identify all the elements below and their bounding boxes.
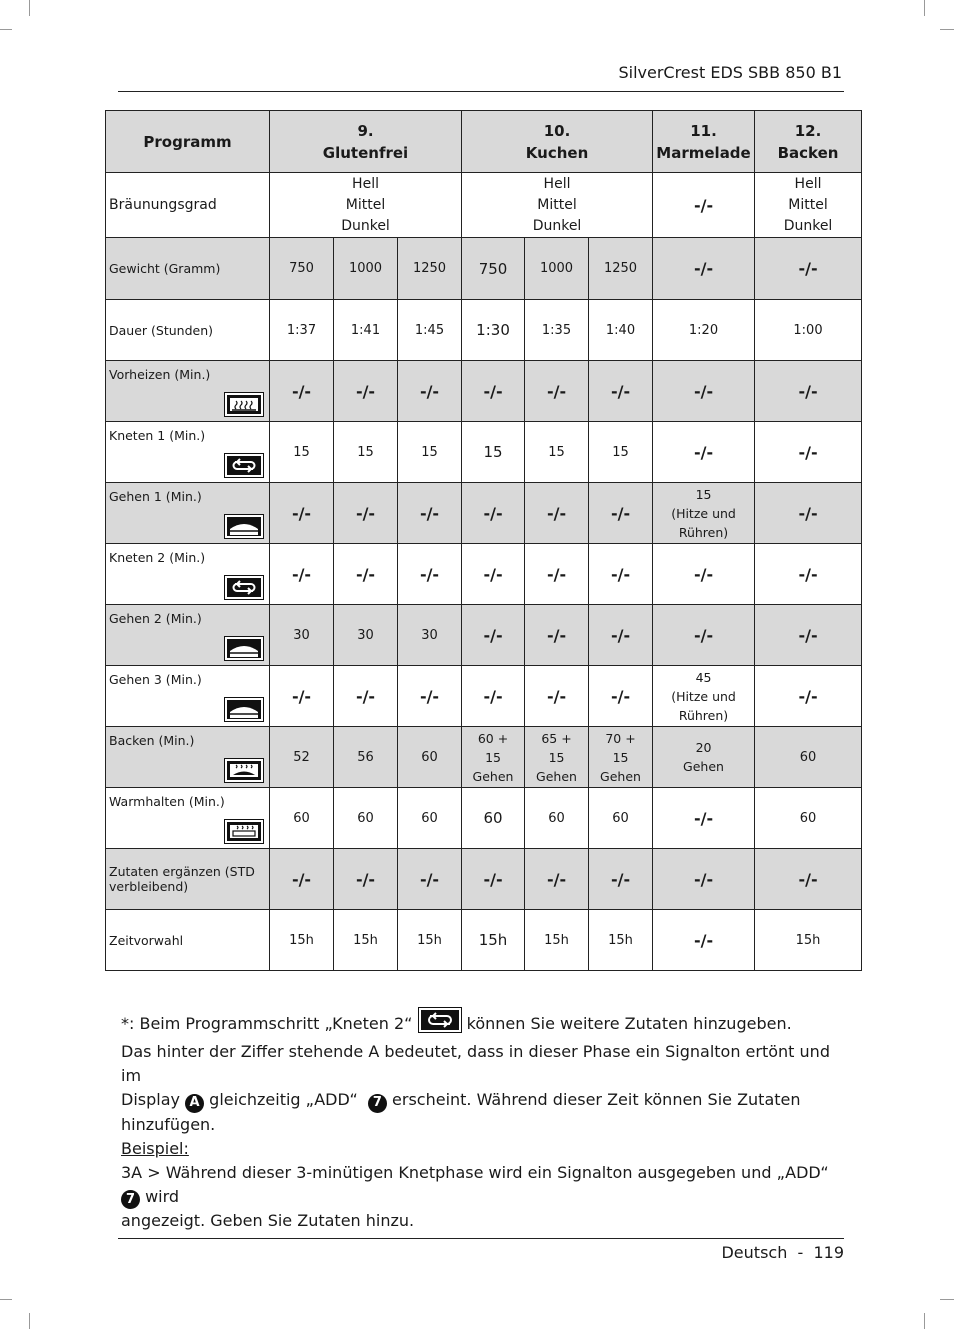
table-cell: 60 (755, 727, 862, 788)
table-cell: 1:37 (270, 300, 334, 361)
table-cell: -/- (525, 605, 589, 666)
table-cell: -/- (270, 666, 334, 727)
table-cell: 1:40 (589, 300, 653, 361)
footnote-text: Display (121, 1090, 180, 1109)
footnote-line: angezeigt. Geben Sie Zutaten hinzu. (121, 1211, 415, 1230)
browning-dark: Dunkel (532, 217, 582, 234)
row-label (106, 605, 270, 666)
page-header-title: SilverCrest EDS SBB 850 B1 (618, 63, 842, 82)
row-label (106, 544, 270, 605)
cell-line: Gehen (472, 768, 514, 784)
cell-line: 65 + (541, 730, 572, 746)
browning-medium: Mittel (537, 196, 577, 213)
cell-line: 15 (548, 749, 565, 765)
table-row (106, 727, 862, 788)
table-cell (525, 727, 589, 788)
row-label-text: Gehen 3 (Min.) (109, 672, 202, 687)
program-number: 11. (690, 121, 717, 140)
table-cell: -/- (589, 666, 653, 727)
browning-dark: Dunkel (783, 217, 833, 234)
header-programm: Programm (106, 111, 270, 173)
browning-options-10 (462, 173, 653, 238)
row-label (106, 666, 270, 727)
row-label-text: Gehen 2 (Min.) (109, 611, 202, 626)
table-cell: 1000 (525, 238, 589, 300)
table-cell: 15h (334, 910, 398, 971)
table-row (106, 483, 862, 544)
table-cell: -/- (462, 483, 525, 544)
table-cell: -/- (334, 849, 398, 910)
table-cell: -/- (589, 361, 653, 422)
table-row (106, 300, 862, 361)
row-label (106, 849, 270, 910)
program-number: 9. (357, 121, 374, 140)
rise-icon (224, 514, 264, 539)
cell-line: 70 + (605, 730, 636, 746)
row-label (106, 910, 270, 971)
row-label (106, 361, 270, 422)
table-cell: 1:30 (462, 300, 525, 361)
table-cell: 15h (398, 910, 462, 971)
row-label (106, 788, 270, 849)
table-row (106, 361, 862, 422)
header-program-12 (755, 111, 862, 173)
table-row (106, 238, 862, 300)
table-cell: 1:00 (755, 300, 862, 361)
table-row (106, 544, 862, 605)
footnote-line (121, 1161, 851, 1210)
table-cell: 60 (334, 788, 398, 849)
crop-mark (29, 1313, 30, 1329)
table-cell: -/- (755, 849, 862, 910)
program-number: 12. (794, 121, 822, 140)
row-label (106, 238, 270, 300)
program-table (105, 110, 862, 971)
browning-options-11: -/- (653, 173, 755, 238)
table-cell: 1:35 (525, 300, 589, 361)
row-label-text: Kneten 2 (Min.) (109, 550, 206, 565)
table-cell (589, 727, 653, 788)
table-cell: -/- (653, 544, 755, 605)
knead-icon (224, 453, 264, 478)
cell-line: 15 (612, 749, 629, 765)
table-cell: 15h (525, 910, 589, 971)
table-cell: 30 (334, 605, 398, 666)
table-cell: -/- (755, 544, 862, 605)
table-cell: -/- (589, 544, 653, 605)
table-cell (653, 727, 755, 788)
table-cell: -/- (462, 605, 525, 666)
table-cell: -/- (462, 361, 525, 422)
row-label (106, 300, 270, 361)
cell-line: Rühren) (678, 524, 729, 540)
table-cell: 15 (462, 422, 525, 483)
row-label-text: Gehen 1 (Min.) (109, 489, 202, 504)
table-cell: -/- (589, 605, 653, 666)
row-label-text: Gewicht (Gramm) (109, 261, 221, 276)
table-cell: 15h (462, 910, 525, 971)
cell-line: 60 + (477, 730, 509, 746)
footnote-text: können Sie weitere Zutaten hinzugeben. (466, 1014, 792, 1033)
table-cell: -/- (653, 238, 755, 300)
table-cell: -/- (270, 361, 334, 422)
table-cell: 60 (589, 788, 653, 849)
table-cell: 1:45 (398, 300, 462, 361)
footnote-text: *: Beim Programmschritt „Kneten 2“ (121, 1014, 413, 1033)
header-program-11 (653, 111, 755, 173)
row-label (106, 727, 270, 788)
program-name: Glutenfrei (322, 143, 409, 162)
table-cell: -/- (398, 483, 462, 544)
browning-medium: Mittel (788, 196, 828, 213)
table-cell: -/- (525, 849, 589, 910)
table-cell: -/- (270, 849, 334, 910)
header-program-9 (270, 111, 462, 173)
row-label-text: Zutaten ergänzen (STD verbleibend) (109, 864, 255, 894)
display-badge-a: A (185, 1094, 204, 1113)
crop-mark (940, 1299, 954, 1300)
table-row-braunung (106, 173, 862, 238)
table-header-row (106, 111, 862, 173)
table-cell: 60 (398, 788, 462, 849)
table-cell: -/- (653, 605, 755, 666)
table-cell: 60 (525, 788, 589, 849)
browning-light: Hell (794, 175, 822, 192)
table-cell: 52 (270, 727, 334, 788)
table-cell: -/- (270, 483, 334, 544)
table-cell: 15 (270, 422, 334, 483)
browning-medium: Mittel (345, 196, 386, 213)
table-cell: -/- (334, 361, 398, 422)
header-rule (118, 91, 844, 92)
table-cell: -/- (525, 544, 589, 605)
table-cell: -/- (462, 666, 525, 727)
table-row (106, 422, 862, 483)
table-cell: -/- (462, 544, 525, 605)
browning-options-12 (755, 173, 862, 238)
table-cell: 15 (589, 422, 653, 483)
footnote (121, 1007, 851, 1233)
table-cell (462, 727, 525, 788)
table-cell: -/- (653, 910, 755, 971)
table-row (106, 910, 862, 971)
cell-line: Gehen (683, 759, 724, 774)
table-cell (653, 666, 755, 727)
program-name: Marmelade (656, 143, 751, 162)
row-label (106, 422, 270, 483)
cell-line: Gehen (600, 768, 641, 784)
table-cell (653, 483, 755, 544)
footnote-line (121, 1088, 851, 1137)
table-cell: -/- (525, 483, 589, 544)
table-row (106, 849, 862, 910)
crop-mark (924, 1313, 925, 1329)
table-cell: -/- (755, 666, 862, 727)
knead-icon (224, 575, 264, 600)
program-name: Backen (777, 143, 839, 162)
row-label-text: Dauer (Stunden) (109, 322, 213, 338)
table-cell: -/- (462, 849, 525, 910)
row-label-text: Backen (Min.) (109, 733, 195, 748)
program-number: 10. (543, 121, 571, 140)
cell-line: 15 (695, 486, 712, 502)
table-cell: 60 (398, 727, 462, 788)
browning-light: Hell (352, 175, 379, 192)
table-cell: -/- (653, 422, 755, 483)
table-cell: -/- (525, 361, 589, 422)
program-name: Kuchen (525, 143, 589, 162)
table-cell: 1:20 (653, 300, 755, 361)
table-cell: -/- (653, 788, 755, 849)
browning-options-9 (270, 173, 462, 238)
table-cell: -/- (755, 483, 862, 544)
table-cell: 30 (398, 605, 462, 666)
table-cell: 56 (334, 727, 398, 788)
add-badge-7: 7 (368, 1094, 387, 1113)
table-cell: -/- (589, 483, 653, 544)
page-footer: Deutsch - 119 (721, 1243, 844, 1262)
crop-mark (29, 0, 30, 16)
knead-icon (418, 1007, 462, 1040)
crop-mark (924, 0, 925, 16)
table-cell: -/- (398, 666, 462, 727)
table-row (106, 788, 862, 849)
table-cell: -/- (334, 483, 398, 544)
table-cell: -/- (653, 361, 755, 422)
row-label-text: Kneten 1 (Min.) (109, 428, 206, 443)
table-cell: -/- (398, 849, 462, 910)
cell-line: (Hitze und (671, 505, 736, 521)
table-row (106, 605, 862, 666)
table-cell: -/- (334, 666, 398, 727)
table-cell: 30 (270, 605, 334, 666)
table-cell: 750 (462, 238, 525, 300)
table-cell: 15h (755, 910, 862, 971)
table-cell: -/- (755, 422, 862, 483)
cell-line: Gehen (536, 768, 577, 784)
rise-icon (224, 697, 264, 722)
table-cell: 15h (270, 910, 334, 971)
row-label (106, 483, 270, 544)
table-cell: -/- (589, 849, 653, 910)
table-cell: -/- (525, 666, 589, 727)
table-cell: 60 (755, 788, 862, 849)
table-body (106, 238, 862, 971)
table-cell: 1000 (334, 238, 398, 300)
table-cell: 15h (589, 910, 653, 971)
crop-mark (0, 29, 12, 30)
row-label-text: Warmhalten (Min.) (109, 794, 225, 809)
browning-dark: Dunkel (341, 217, 390, 234)
row-label-text: Zeitvorwahl (109, 932, 184, 948)
preheat-icon (224, 392, 264, 417)
row-label: Bräunungsgrad (106, 173, 270, 238)
table-cell: -/- (398, 544, 462, 605)
table-cell: 1:41 (334, 300, 398, 361)
table-cell: -/- (755, 605, 862, 666)
table-cell: -/- (653, 849, 755, 910)
header-program-10 (462, 111, 653, 173)
table-cell: 15 (334, 422, 398, 483)
table-cell: -/- (755, 238, 862, 300)
table-cell: 15 (525, 422, 589, 483)
table-cell: -/- (755, 361, 862, 422)
table-cell: 15 (398, 422, 462, 483)
crop-mark (940, 29, 954, 30)
table-cell: 750 (270, 238, 334, 300)
footnote-text: 3A > Während dieser 3-minütigen Knetphase wird ein Signalton ausgegeben und „ADD“ (121, 1162, 829, 1182)
table-cell: 60 (462, 788, 525, 849)
bake-icon (224, 758, 264, 783)
keepwarm-icon (224, 819, 264, 844)
footnote-text: wird (145, 1186, 180, 1206)
table-cell: 1250 (589, 238, 653, 300)
cell-line: Rühren) (678, 707, 729, 723)
cell-line: 45 (695, 669, 712, 685)
table-cell: -/- (398, 361, 462, 422)
table-cell: -/- (270, 544, 334, 605)
footnote-text: gleichzeitig „ADD“ (209, 1090, 358, 1109)
table-cell: 60 (270, 788, 334, 849)
footer-rule (118, 1238, 844, 1239)
cell-line: (Hitze und (671, 688, 736, 704)
footnote-text: erscheint. Während dieser Zeit können Sie Zutaten hinzufügen. (121, 1090, 801, 1134)
crop-mark (0, 1299, 12, 1300)
footnote-line: Das hinter der Ziffer stehende A bedeutet, dass in dieser Phase ein Signalton ertönt und im (121, 1042, 830, 1085)
row-label-text: Vorheizen (Min.) (109, 367, 211, 382)
cell-line: 15 (485, 749, 501, 765)
cell-line: 20 (695, 740, 712, 755)
table-cell: -/- (334, 544, 398, 605)
footnote-line (121, 1007, 851, 1040)
rise-icon (224, 636, 264, 661)
table-row (106, 666, 862, 727)
table-cell: 1250 (398, 238, 462, 300)
browning-light: Hell (543, 175, 571, 192)
add-badge-7: 7 (121, 1190, 140, 1209)
example-heading: Beispiel: (121, 1138, 189, 1158)
